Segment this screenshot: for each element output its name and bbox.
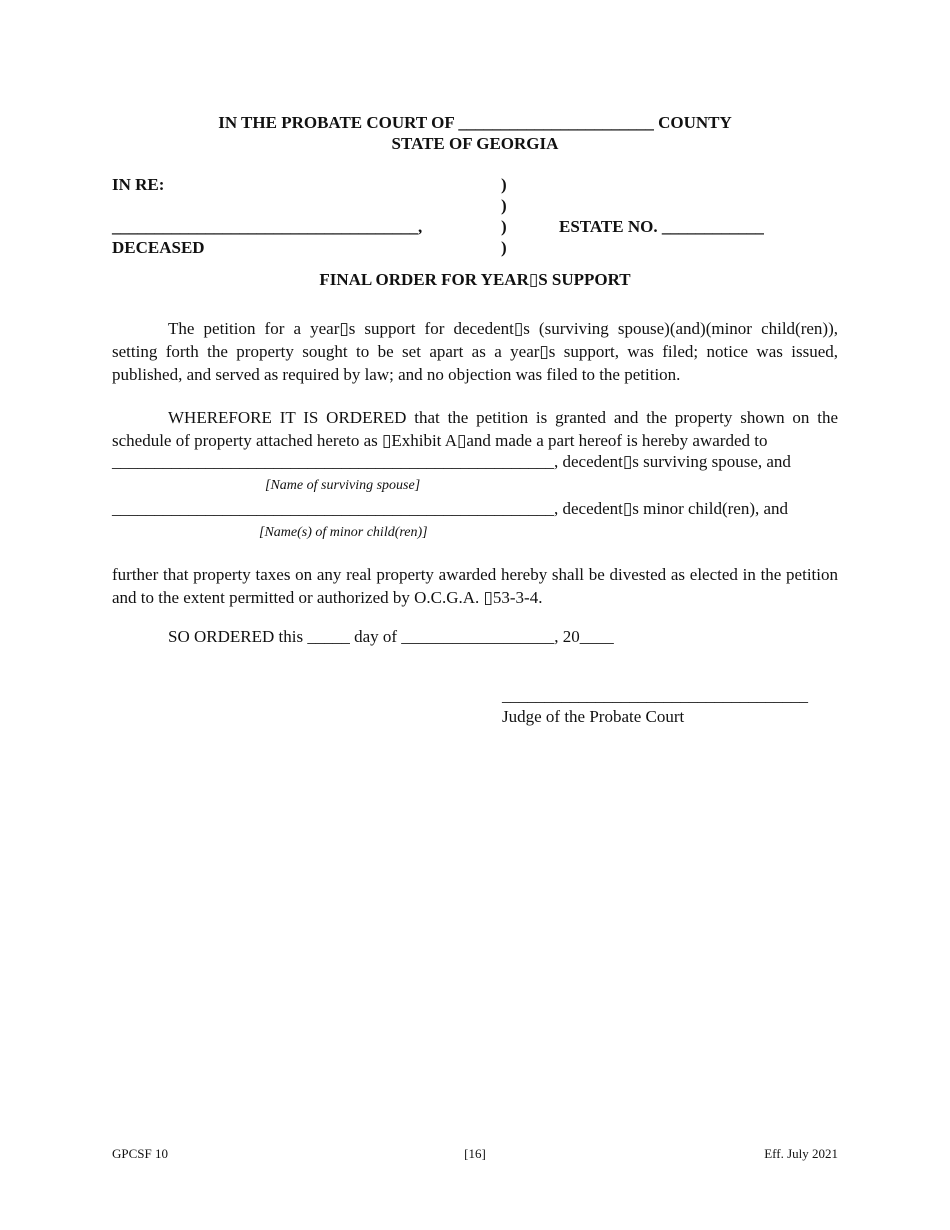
tax-paragraph: further that property taxes on any real property awarded hereby shall be divested as elected in the petition and to the extent permitted or authorized by O.C.G.A. ▯53-3-4.	[112, 565, 838, 607]
so-ordered-line[interactable]: SO ORDERED this _____ day of __________________, 20____	[168, 627, 614, 646]
page-number: [16]	[464, 1146, 486, 1161]
state-heading: STATE OF GEORGIA	[391, 134, 559, 153]
deceased-label: DECEASED	[112, 238, 205, 257]
minor-children-field[interactable]: ____________________________________________________, decedent▯s minor child(ren), and	[112, 499, 789, 518]
estate-number-field[interactable]: ESTATE NO. ____________	[559, 217, 764, 236]
in-re-label: IN RE:	[112, 175, 165, 194]
minor-children-caption: [Name(s) of minor child(ren)]	[259, 525, 428, 540]
surviving-spouse-caption: [Name of surviving spouse]	[265, 478, 421, 493]
caption-paren: )	[501, 217, 507, 236]
court-heading: IN THE PROBATE COURT OF _______________________ COUNTY	[218, 113, 732, 132]
judge-signature-label: Judge of the Probate Court	[502, 707, 685, 726]
form-id: GPCSF 10	[112, 1146, 168, 1161]
caption-paren: )	[501, 196, 507, 215]
decedent-name-field[interactable]: ____________________________________,	[112, 217, 423, 236]
document-title: FINAL ORDER FOR YEAR▯S SUPPORT	[319, 270, 631, 289]
judge-signature-line[interactable]: ____________________________________	[502, 686, 808, 705]
surviving-spouse-field[interactable]: ____________________________________________________, decedent▯s surviving spouse, and	[112, 452, 791, 471]
caption-paren: )	[501, 175, 507, 194]
caption-paren: )	[501, 238, 507, 257]
petition-paragraph: The petition for a year▯s support for decedent▯s (surviving spouse)(and)(minor child(ren)), setting forth the property sought to be set apart as a year▯s support, was filed; notice was issued, published, and served as required by law; and no objection was filed to the petition.	[112, 319, 838, 384]
effective-date: Eff. July 2021	[764, 1146, 838, 1161]
order-paragraph: WHEREFORE IT IS ORDERED that the petition is granted and the property shown on the schedule of property attached hereto as ▯Exhibit A▯and made a part hereof is hereby awarded to	[112, 408, 838, 450]
